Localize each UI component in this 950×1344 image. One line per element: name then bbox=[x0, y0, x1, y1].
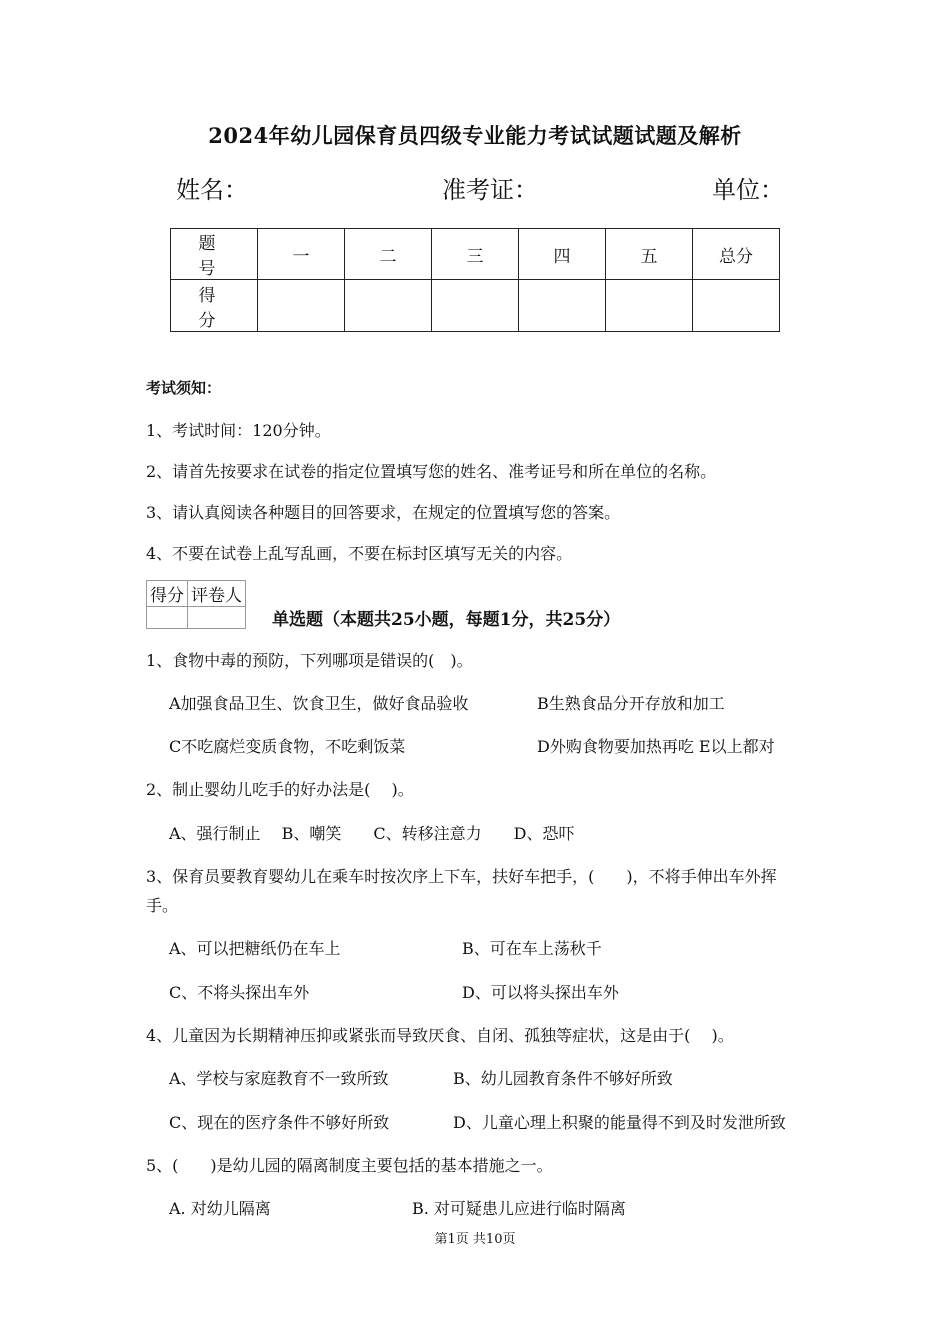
question-stem-continued: 手。 bbox=[146, 896, 179, 915]
score-table-header-cell: 题 号 bbox=[171, 229, 258, 280]
unit-field-label: 单位： bbox=[712, 176, 784, 204]
answer-option: A. 对幼儿隔离 bbox=[169, 1199, 271, 1218]
answer-option: D、可以将头探出车外 bbox=[462, 983, 619, 1002]
answer-option: B、幼儿园教育条件不够好所致 bbox=[453, 1069, 673, 1088]
score-table bbox=[170, 228, 780, 332]
answer-option: A、学校与家庭教育不一致所致 bbox=[169, 1069, 389, 1088]
grader-score-label: 得分 bbox=[147, 581, 188, 607]
notice-heading: 考试须知： bbox=[146, 379, 222, 397]
question-stem: 5、( )是幼儿园的隔离制度主要包括的基本措施之一。 bbox=[146, 1156, 553, 1175]
question-stem: 2、制止婴幼儿吃手的好办法是( )。 bbox=[146, 780, 414, 799]
score-table-header-cell: 二 bbox=[345, 229, 432, 280]
score-row-label: 得 分 bbox=[171, 280, 258, 332]
answer-option: C、不将头探出车外 bbox=[169, 983, 310, 1002]
score-table-header-cell: 一 bbox=[258, 229, 345, 280]
question-stem: 3、保育员要教育婴幼儿在乘车时按次序上下车，扶好车把手，( )，不将手伸出车外挥 bbox=[146, 867, 777, 886]
answer-option: C、现在的医疗条件不够好所致 bbox=[169, 1113, 390, 1132]
answer-option: A加强食品卫生、饮食卫生，做好食品验收 bbox=[169, 694, 469, 713]
answer-option: A、强行制止 B、嘲笑 C、转移注意力 D、恐吓 bbox=[169, 824, 575, 843]
score-cell[interactable] bbox=[258, 280, 345, 332]
notice-item: 3、请认真阅读各种题目的回答要求，在规定的位置填写您的答案。 bbox=[146, 503, 621, 522]
answer-option: B、可在车上荡秋千 bbox=[462, 939, 602, 958]
answer-option: B生熟食品分开存放和加工 bbox=[537, 694, 725, 713]
answer-option: B. 对可疑患儿应进行临时隔离 bbox=[412, 1199, 626, 1218]
exam-id-field-label: 准考证： bbox=[442, 176, 538, 204]
answer-option: A、可以把糖纸仍在车上 bbox=[169, 939, 341, 958]
score-cell[interactable] bbox=[693, 280, 780, 332]
question-stem: 1、食物中毒的预防，下列哪项是错误的( )。 bbox=[146, 651, 473, 670]
grader-score-cell[interactable] bbox=[147, 607, 188, 629]
notice-item: 4、不要在试卷上乱写乱画，不要在标封区填写无关的内容。 bbox=[146, 544, 573, 563]
score-table-header-cell: 三 bbox=[432, 229, 519, 280]
score-table-header-cell: 四 bbox=[519, 229, 606, 280]
score-cell[interactable] bbox=[519, 280, 606, 332]
grader-box bbox=[146, 580, 246, 629]
page-footer: 第1页 共10页 bbox=[434, 1232, 516, 1247]
grader-name-cell[interactable] bbox=[188, 607, 246, 629]
document-title: 2024年幼儿园保育员四级专业能力考试试题试题及解析 bbox=[208, 123, 742, 148]
answer-option: D、儿童心理上积聚的能量得不到及时发泄所致 bbox=[453, 1113, 786, 1132]
name-field-label: 姓名： bbox=[176, 176, 248, 204]
score-cell[interactable] bbox=[345, 280, 432, 332]
score-cell[interactable] bbox=[432, 280, 519, 332]
score-table-header-cell: 五 bbox=[606, 229, 693, 280]
score-table-score-row bbox=[171, 280, 780, 332]
grader-name-label: 评卷人 bbox=[188, 581, 246, 607]
score-table-header-cell: 总分 bbox=[693, 229, 780, 280]
notice-item: 2、请首先按要求在试卷的指定位置填写您的姓名、准考证号和所在单位的名称。 bbox=[146, 462, 717, 481]
notice-item: 1、考试时间：120分钟。 bbox=[146, 421, 331, 440]
question-stem: 4、儿童因为长期精神压抑或紧张而导致厌食、自闭、孤独等症状，这是由于( )。 bbox=[146, 1026, 734, 1045]
score-cell[interactable] bbox=[606, 280, 693, 332]
score-table-header-row bbox=[171, 229, 780, 280]
answer-option: C不吃腐烂变质食物，不吃剩饭菜 bbox=[169, 737, 406, 756]
section-heading: 单选题（本题共25小题，每题1分，共25分） bbox=[272, 610, 621, 630]
answer-option: D外购食物要加热再吃 E以上都对 bbox=[537, 737, 775, 756]
